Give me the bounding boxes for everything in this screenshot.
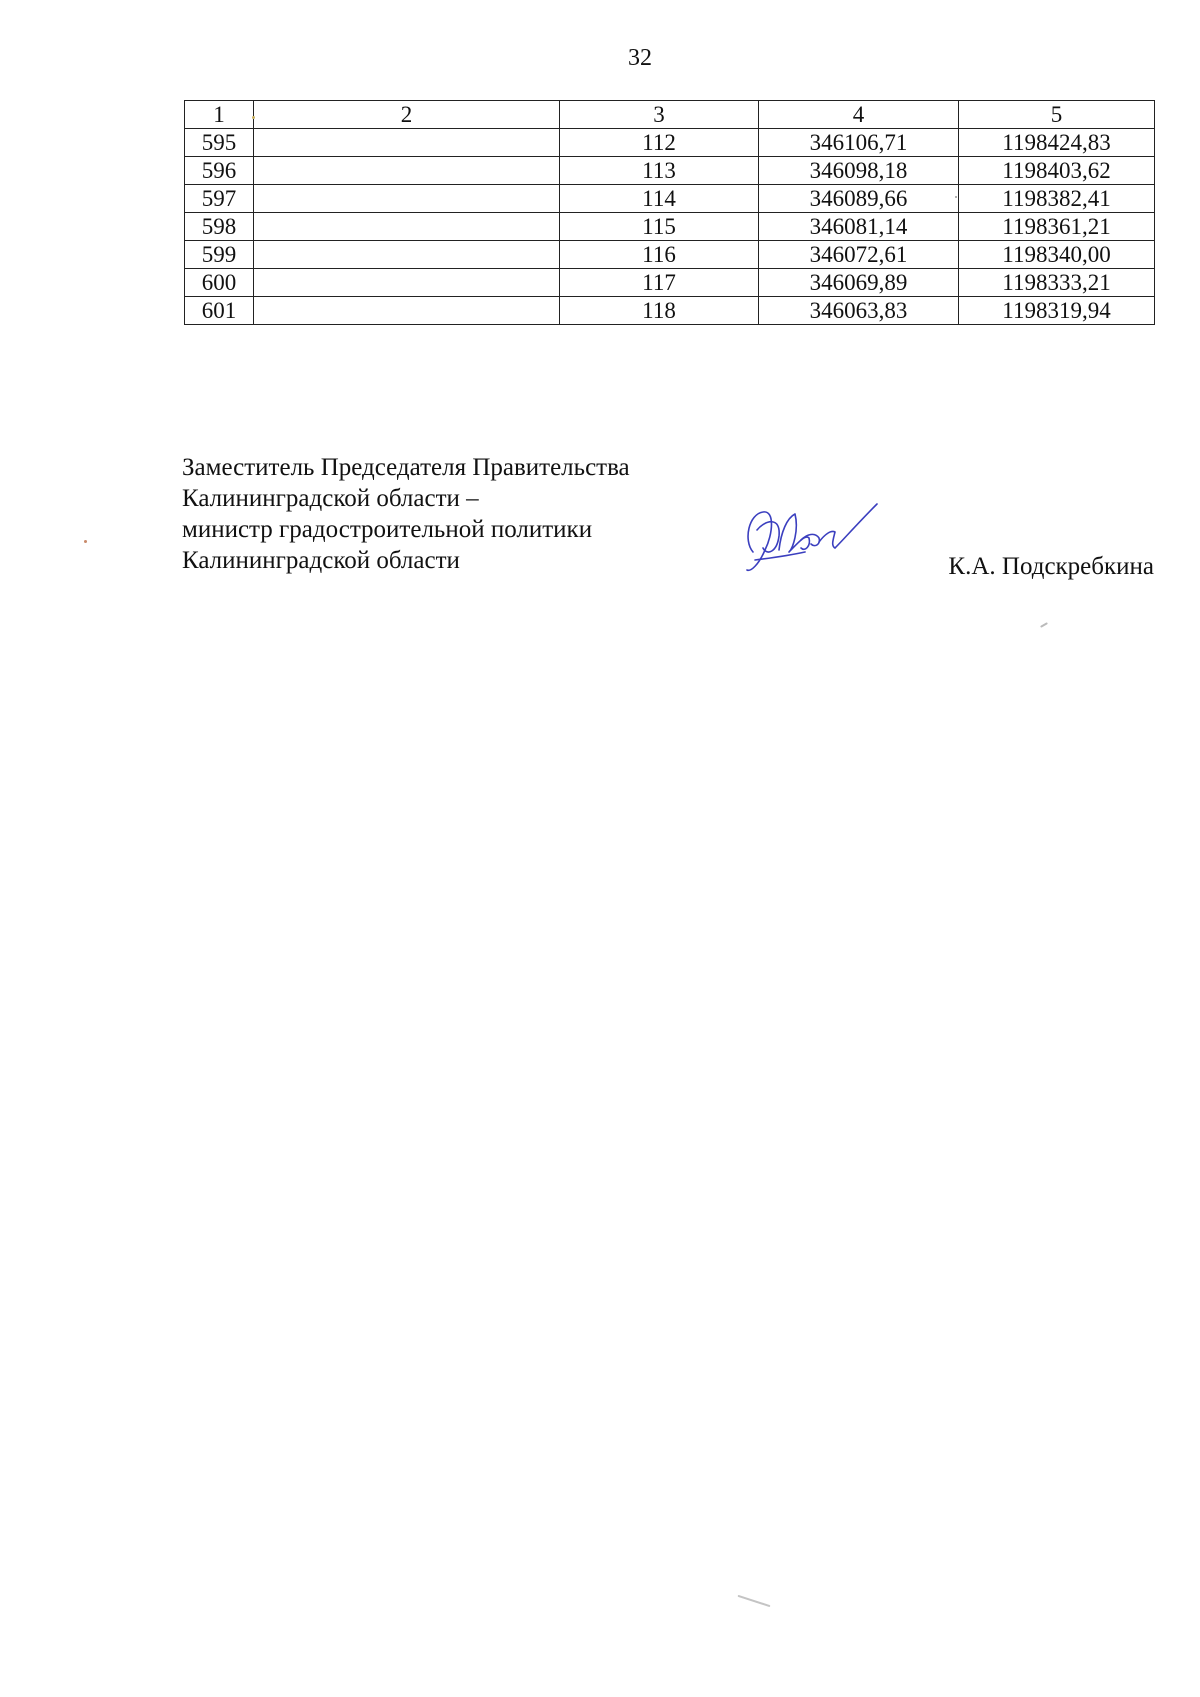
table-cell-col-2 xyxy=(254,129,560,157)
table-cell-col-2 xyxy=(254,157,560,185)
table-cell-col-2 xyxy=(254,269,560,297)
table-header-row xyxy=(185,101,1155,129)
table-cell-col-4: 346063,83 xyxy=(759,297,959,325)
table-cell-col-1: 601 xyxy=(185,297,254,325)
table-row xyxy=(185,269,1155,297)
table-row xyxy=(185,241,1155,269)
page-number: 32 xyxy=(628,45,652,71)
scan-speck xyxy=(955,196,957,198)
scan-speck xyxy=(738,1595,771,1607)
table-cell-col-4: 346069,89 xyxy=(759,269,959,297)
scan-speck xyxy=(84,540,87,543)
table-row xyxy=(185,129,1155,157)
table-cell-col-3: 118 xyxy=(560,297,759,325)
table-cell-col-3: 112 xyxy=(560,129,759,157)
table-cell-col-1: 597 xyxy=(185,185,254,213)
table-row xyxy=(185,157,1155,185)
signatory-position-line-3: министр градостроительной политики xyxy=(182,516,593,543)
table-cell-col-1: 595 xyxy=(185,129,254,157)
table-cell-col-2 xyxy=(254,185,560,213)
table-cell-col-1: 596 xyxy=(185,157,254,185)
table-cell-col-4: 346098,18 xyxy=(759,157,959,185)
table-cell-col-2: 2 xyxy=(254,101,560,129)
table-cell-col-2 xyxy=(254,213,560,241)
table-cell-col-5: 1198319,94 xyxy=(959,297,1155,325)
table-cell-col-1: 1 xyxy=(185,101,254,129)
table-cell-col-4: 4 xyxy=(759,101,959,129)
table-cell-col-2 xyxy=(254,241,560,269)
scan-speck xyxy=(1040,622,1048,628)
handwritten-signature xyxy=(735,490,885,590)
signatory-position-line-1: Заместитель Председателя Правительства xyxy=(182,454,630,481)
table-cell-col-3: 117 xyxy=(560,269,759,297)
table-cell-col-4: 346089,66 xyxy=(759,185,959,213)
signer-name: К.А. Подскребкина xyxy=(948,553,1154,580)
table-cell-col-5: 1198333,21 xyxy=(959,269,1155,297)
table-cell-col-3: 116 xyxy=(560,241,759,269)
table-cell-col-5: 1198424,83 xyxy=(959,129,1155,157)
table-row xyxy=(185,185,1155,213)
table-cell-col-4: 346072,61 xyxy=(759,241,959,269)
table-cell-col-1: 599 xyxy=(185,241,254,269)
signature-block xyxy=(182,452,630,576)
table-cell-col-1: 598 xyxy=(185,213,254,241)
table-cell-col-4: 346106,71 xyxy=(759,129,959,157)
coordinates-table xyxy=(184,100,1155,325)
signatory-position-line-4: Калининградской области xyxy=(182,547,460,574)
table-cell-col-2 xyxy=(254,297,560,325)
table-cell-col-4: 346081,14 xyxy=(759,213,959,241)
table-cell-col-3: 113 xyxy=(560,157,759,185)
table-cell-col-5: 1198340,00 xyxy=(959,241,1155,269)
signatory-position-line-2: Калининградской области – xyxy=(182,485,479,512)
scan-speck xyxy=(252,116,255,119)
table-cell-col-3: 3 xyxy=(560,101,759,129)
table-cell-col-1: 600 xyxy=(185,269,254,297)
table-cell-col-5: 5 xyxy=(959,101,1155,129)
table-cell-col-3: 115 xyxy=(560,213,759,241)
table-row xyxy=(185,213,1155,241)
table-row xyxy=(185,297,1155,325)
table-cell-col-3: 114 xyxy=(560,185,759,213)
table-cell-col-5: 1198382,41 xyxy=(959,185,1155,213)
table-cell-col-5: 1198361,21 xyxy=(959,213,1155,241)
table-cell-col-5: 1198403,62 xyxy=(959,157,1155,185)
